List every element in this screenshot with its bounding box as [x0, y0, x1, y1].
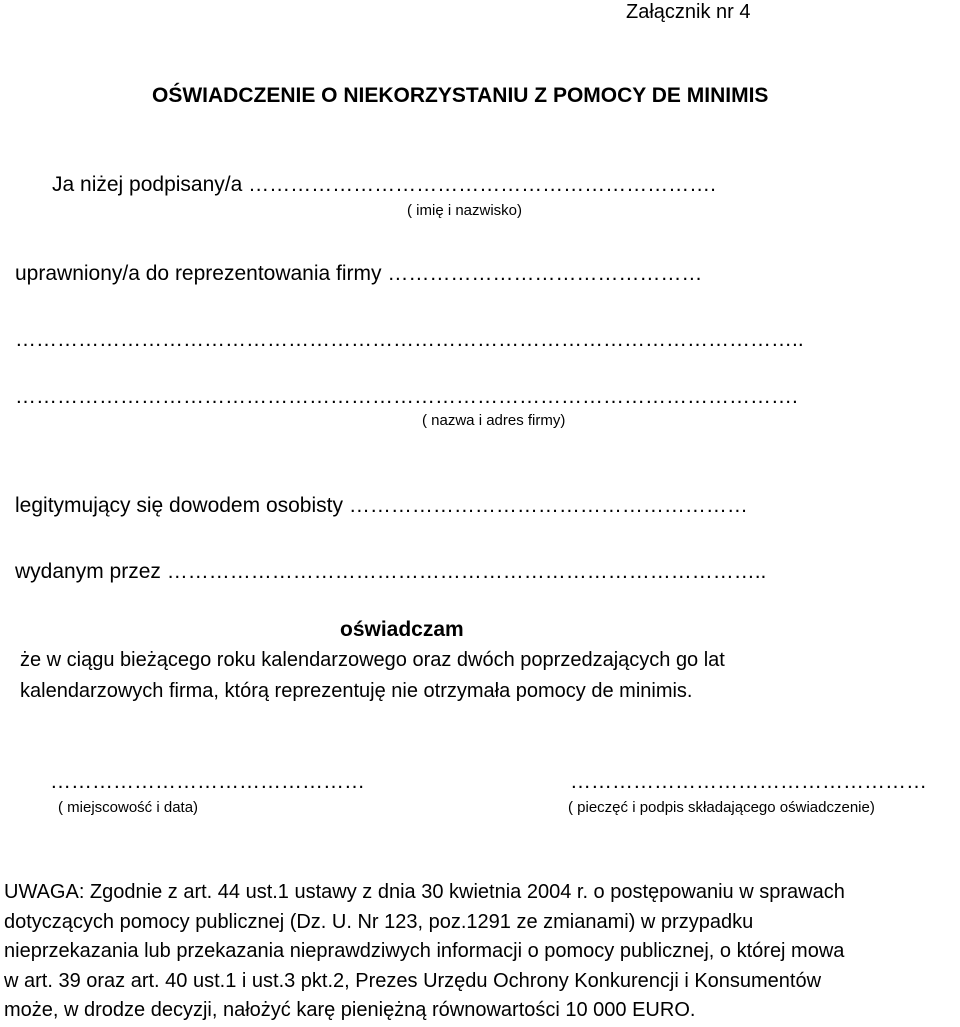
note-line-5: może, w drodze decyzji, nałożyć karę pieniężną równowartości 10 000 EURO.: [4, 999, 696, 1021]
company-line-1: uprawniony/a do reprezentowania firmy ………………………………………: [15, 262, 703, 285]
issued-by-line: wydanym przez …………………………………………………………………………..: [15, 560, 767, 583]
company-line-3: ………………………………………………………………………………………………….: [15, 385, 798, 408]
place-date-dots: ………………………………………: [50, 770, 365, 793]
stamp-signature-dots: ……………………………………………: [570, 770, 927, 793]
note-line-4: w art. 39 oraz art. 40 ust.1 i ust.3 pkt.2, Prezes Urzędu Ochrony Konkurencji i Konsumentów: [4, 970, 822, 992]
note-line-1: UWAGA: Zgodnie z art. 44 ust.1 ustawy z dnia 30 kwietnia 2004 r. o postępowaniu w sprawach: [4, 881, 845, 903]
annex-label: Załącznik nr 4: [626, 1, 751, 23]
document-title: OŚWIADCZENIE O NIEKORZYSTANIU Z POMOCY DE MINIMIS: [152, 84, 769, 107]
company-hint: ( nazwa i adres firmy): [422, 412, 566, 429]
declaration-text-line-1: że w ciągu bieżącego roku kalendarzowego oraz dwóch poprzedzających go lat: [20, 649, 725, 671]
note-line-3: nieprzekazania lub przekazania nieprawdziwych informacji o pomocy publicznej, o której mowa: [4, 940, 845, 962]
place-date-hint: ( miejscowość i data): [58, 799, 199, 816]
stamp-signature-hint: ( pieczęć i podpis składającego oświadczenie): [568, 799, 875, 816]
signer-name-hint: ( imię i nazwisko): [407, 202, 523, 219]
note-line-2: dotyczących pomocy publicznej (Dz. U. Nr 123, poz.1291 ze zmianami) w przypadku: [4, 911, 754, 933]
declaration-text-line-2: kalendarzowych firma, którą reprezentuję nie otrzymała pomocy de minimis.: [20, 680, 693, 702]
company-line-2: …………………………………………………………………………………………………..: [15, 328, 804, 351]
signer-name-line: Ja niżej podpisany/a ………………………………………………………….: [52, 173, 716, 196]
id-document-line: legitymujący się dowodem osobisty …………………………………………………: [15, 494, 748, 517]
declaration-heading: oświadczam: [340, 618, 464, 641]
